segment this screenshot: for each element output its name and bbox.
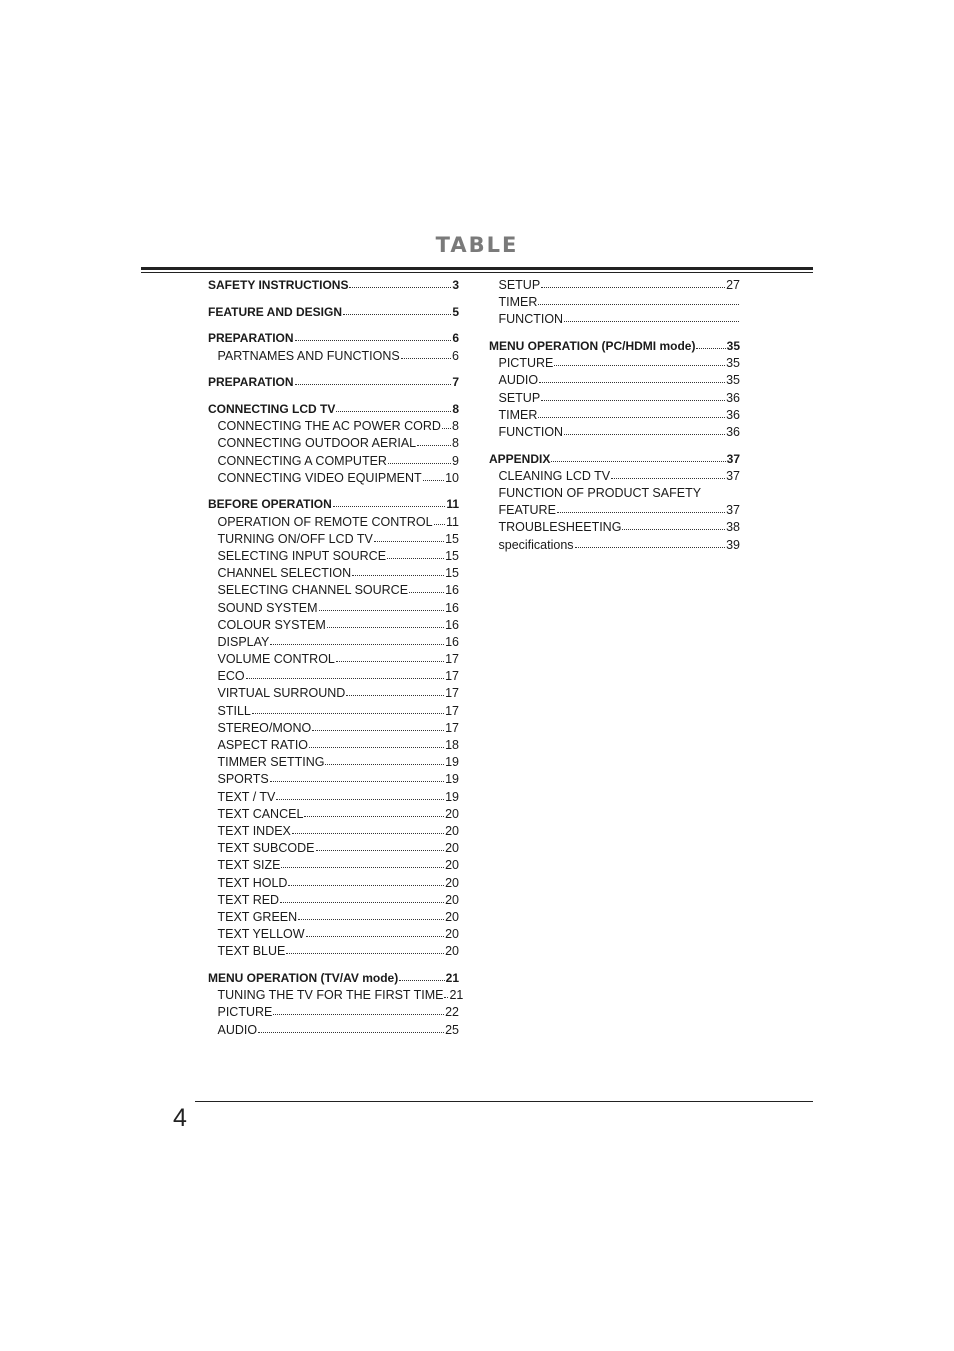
dot-leader bbox=[270, 780, 444, 782]
toc-entry[interactable] bbox=[208, 548, 459, 565]
toc-entry-label: TEXT RED bbox=[217, 892, 280, 907]
toc-entry-page: 11 bbox=[446, 514, 459, 529]
toc-entry-page: 20 bbox=[445, 823, 459, 838]
toc-entry-page: 17 bbox=[445, 686, 459, 701]
toc-entry-page: 18 bbox=[445, 738, 459, 752]
toc-entry-page: 20 bbox=[445, 806, 459, 821]
toc-entry-label: specifications bbox=[498, 537, 574, 552]
toc-entry-label: TIMMER SETTING bbox=[217, 755, 325, 770]
dot-leader bbox=[696, 347, 725, 349]
toc-entry-label: CONNECTING THE AC POWER CORD bbox=[217, 419, 441, 434]
toc-entry-label: FUNCTION bbox=[498, 425, 564, 439]
dot-leader bbox=[374, 540, 444, 542]
toc-section-entry[interactable] bbox=[489, 451, 740, 468]
toc-entry-label: FEATURE bbox=[498, 503, 556, 518]
page-number: 4 bbox=[173, 1104, 187, 1132]
toc-entry-page: 6 bbox=[452, 348, 459, 363]
toc-entry[interactable] bbox=[208, 453, 459, 470]
toc-entry-page: 17 bbox=[445, 703, 459, 718]
toc-entry-page: 20 bbox=[445, 841, 459, 856]
toc-entry[interactable] bbox=[489, 502, 740, 519]
toc-section-entry[interactable] bbox=[208, 374, 459, 391]
dot-leader bbox=[349, 286, 451, 288]
toc-entry[interactable] bbox=[208, 617, 459, 634]
toc-entry[interactable] bbox=[208, 943, 459, 960]
toc-entry[interactable] bbox=[208, 600, 459, 617]
toc-entry-page: 35 bbox=[726, 356, 740, 371]
toc-entry-label: CHANNEL SELECTION bbox=[217, 566, 352, 581]
dot-leader bbox=[423, 479, 444, 481]
toc-entry-page: 7 bbox=[452, 375, 459, 390]
toc-entry-label: FEATURE AND DESIGN bbox=[208, 304, 343, 319]
toc-entry-page: 16 bbox=[445, 634, 459, 649]
toc-entry-label: PICTURE bbox=[498, 356, 554, 371]
toc-entry-page: 11 bbox=[446, 497, 459, 512]
toc-entry-page: 19 bbox=[445, 755, 459, 770]
toc-entry[interactable] bbox=[489, 468, 740, 485]
toc-section-entry[interactable] bbox=[208, 496, 459, 513]
toc-entry-page: 39 bbox=[726, 537, 740, 552]
toc-entry[interactable] bbox=[208, 1022, 459, 1039]
toc-entry-label: STEREO/MONO bbox=[217, 720, 312, 735]
toc-entry-page: 20 bbox=[445, 858, 459, 873]
dot-leader bbox=[434, 523, 445, 525]
toc-entry-label: TEXT GREEN bbox=[217, 909, 298, 924]
toc-entry-label: VIRTUAL SURROUND bbox=[217, 686, 346, 701]
toc-entry[interactable] bbox=[489, 372, 740, 389]
dot-leader bbox=[387, 557, 444, 559]
toc-entry[interactable] bbox=[208, 789, 459, 806]
toc-entry-label: TEXT BLUE bbox=[217, 944, 286, 959]
toc-entry-label: SAFETY INSTRUCTIONS bbox=[208, 278, 349, 292]
header-rule-thick bbox=[141, 267, 813, 270]
toc-entry-label: PARTNAMES AND FUNCTIONS bbox=[217, 348, 400, 363]
toc-entry-page: 8 bbox=[452, 401, 459, 416]
dot-leader bbox=[281, 866, 444, 868]
toc-entry[interactable] bbox=[208, 651, 459, 668]
toc-entry-label: CLEANING LCD TV bbox=[498, 468, 611, 483]
toc-entry[interactable] bbox=[208, 737, 459, 754]
toc-entry-page: 37 bbox=[726, 503, 740, 518]
toc-entry[interactable] bbox=[208, 1004, 459, 1021]
toc-entry-label: AUDIO bbox=[217, 1022, 258, 1037]
dot-leader bbox=[316, 849, 445, 851]
page-title: TABLE bbox=[435, 233, 519, 257]
toc-entry-label: TEXT SIZE bbox=[217, 858, 281, 873]
dot-leader bbox=[258, 1031, 444, 1033]
toc-entry-page: 20 bbox=[445, 875, 459, 890]
toc-entry[interactable] bbox=[208, 840, 459, 857]
toc-entry-page: 17 bbox=[445, 669, 459, 684]
dot-leader bbox=[442, 427, 451, 429]
dot-leader bbox=[399, 979, 444, 981]
toc-entry[interactable] bbox=[208, 514, 459, 531]
toc-section-entry[interactable] bbox=[208, 401, 459, 418]
toc-entry[interactable] bbox=[489, 485, 740, 502]
dot-leader bbox=[352, 574, 444, 576]
toc-entry-page: 16 bbox=[445, 583, 459, 598]
toc-entry-page: 38 bbox=[726, 520, 740, 535]
toc-entry[interactable] bbox=[489, 407, 740, 424]
toc-entry-label: SELECTING INPUT SOURCE bbox=[217, 548, 387, 563]
toc-entry[interactable] bbox=[208, 418, 459, 435]
toc-entry-page: 35 bbox=[726, 339, 740, 354]
toc-entry[interactable] bbox=[489, 277, 740, 294]
toc-entry[interactable] bbox=[208, 926, 459, 943]
dot-leader bbox=[554, 364, 725, 366]
toc-section-entry[interactable] bbox=[208, 277, 459, 294]
toc-entry-label: TEXT HOLD bbox=[217, 875, 288, 890]
toc-entry-page: 19 bbox=[445, 789, 459, 804]
toc-entry-label: OPERATION OF REMOTE CONTROL bbox=[217, 514, 433, 529]
toc-entry[interactable] bbox=[489, 519, 740, 536]
toc-entry-label: TEXT SUBCODE bbox=[217, 841, 315, 856]
dot-leader bbox=[333, 505, 446, 507]
toc-entry-page: 37 bbox=[726, 451, 740, 466]
toc-entry-page: 25 bbox=[445, 1022, 459, 1037]
toc-entry[interactable] bbox=[208, 875, 459, 892]
toc-entry[interactable] bbox=[208, 348, 459, 365]
dot-leader bbox=[401, 357, 451, 359]
toc-entry[interactable] bbox=[489, 390, 740, 407]
toc-entry-page: 16 bbox=[445, 617, 459, 632]
toc-entry-page: 21 bbox=[449, 988, 464, 1003]
toc-entry-label: SETUP bbox=[498, 390, 541, 405]
toc-column-right bbox=[489, 277, 740, 554]
toc-entry-label: COLOUR SYSTEM bbox=[217, 617, 326, 632]
dot-leader bbox=[312, 729, 444, 731]
dot-leader bbox=[538, 303, 739, 305]
toc-entry-page: 15 bbox=[445, 531, 459, 546]
toc-entry[interactable] bbox=[489, 424, 740, 441]
toc-entry-label: APPENDIX bbox=[489, 451, 551, 466]
toc-entry[interactable] bbox=[208, 892, 459, 909]
toc-entry-label: CONNECTING OUTDOOR AERIAL bbox=[217, 436, 417, 451]
toc-entry-page: 36 bbox=[726, 390, 740, 405]
toc-entry-page: 5 bbox=[452, 304, 459, 319]
toc-entry-page: 15 bbox=[445, 548, 459, 563]
toc-entry-page: 21 bbox=[445, 970, 459, 985]
dot-leader bbox=[295, 383, 452, 385]
dot-leader bbox=[575, 546, 726, 548]
toc-entry-label: SETUP bbox=[498, 278, 541, 292]
toc-section-entry[interactable] bbox=[208, 304, 459, 321]
toc-entry-label: TIMER bbox=[498, 295, 538, 310]
toc-entry-page: 9 bbox=[452, 453, 459, 468]
toc-entry-page: 27 bbox=[726, 278, 740, 292]
footer-rule bbox=[195, 1101, 813, 1102]
toc-entry[interactable] bbox=[208, 771, 459, 788]
toc-entry-label: CONNECTING VIDEO EQUIPMENT bbox=[217, 470, 422, 485]
toc-entry[interactable] bbox=[208, 720, 459, 737]
toc-section-entry[interactable] bbox=[208, 330, 459, 347]
toc-entry-label: BEFORE OPERATION bbox=[208, 497, 332, 512]
header-rule-thin bbox=[141, 272, 813, 273]
dot-leader bbox=[288, 884, 444, 886]
dot-leader bbox=[270, 643, 444, 645]
dot-leader bbox=[611, 477, 725, 479]
toc-entry[interactable] bbox=[208, 987, 464, 1004]
dot-leader bbox=[343, 313, 451, 315]
dot-leader bbox=[336, 660, 444, 662]
toc-entry-page: 10 bbox=[445, 470, 459, 485]
dot-leader bbox=[336, 410, 451, 412]
toc-entry-label: TEXT INDEX bbox=[217, 823, 291, 838]
toc-entry[interactable] bbox=[489, 355, 740, 372]
toc-entry-page: 16 bbox=[445, 600, 459, 615]
toc-entry-label: TEXT YELLOW bbox=[217, 927, 305, 942]
toc-entry-label: FUNCTION OF PRODUCT SAFETY bbox=[498, 486, 702, 501]
toc-entry-label: PREPARATION bbox=[208, 331, 294, 346]
dot-leader bbox=[622, 528, 725, 530]
toc-entry-label: DISPLAY bbox=[217, 634, 270, 649]
toc-entry-page: 3 bbox=[452, 278, 459, 292]
dot-leader bbox=[298, 918, 444, 920]
dot-leader bbox=[564, 320, 739, 322]
dot-leader bbox=[346, 694, 444, 696]
dot-leader bbox=[325, 763, 444, 765]
toc-entry-page: 20 bbox=[445, 892, 459, 907]
dot-leader bbox=[273, 1013, 444, 1015]
dot-leader bbox=[252, 712, 444, 714]
toc-entry-label: TIMER bbox=[498, 407, 538, 422]
toc-entry-page: 17 bbox=[445, 652, 459, 667]
dot-leader bbox=[246, 677, 445, 679]
toc-entry-label: ASPECT RATIO bbox=[217, 738, 309, 752]
toc-entry-label: TUNING THE TV FOR THE FIRST TIME bbox=[217, 988, 444, 1003]
toc-entry-label: TURNING ON/OFF LCD TV bbox=[217, 531, 373, 546]
toc-entry[interactable] bbox=[208, 435, 459, 452]
dot-leader bbox=[539, 381, 725, 383]
dot-leader bbox=[306, 935, 445, 937]
dot-leader bbox=[541, 286, 725, 288]
toc-entry-label: STILL bbox=[217, 703, 251, 718]
toc-entry-label: ECO bbox=[217, 669, 245, 684]
toc-entry-label: CONNECTING LCD TV bbox=[208, 401, 336, 416]
dot-leader bbox=[295, 339, 452, 341]
dot-leader bbox=[557, 511, 725, 513]
toc-entry[interactable] bbox=[208, 470, 459, 487]
dot-leader bbox=[286, 952, 444, 954]
toc-entry-page: 15 bbox=[445, 566, 459, 581]
toc-entry-label: MENU OPERATION (TV/AV mode) bbox=[208, 970, 399, 985]
dot-leader bbox=[388, 462, 451, 464]
toc-entry-page: 20 bbox=[445, 944, 459, 959]
dot-leader bbox=[319, 609, 445, 611]
dot-leader bbox=[309, 746, 444, 748]
toc-entry-label: SOUND SYSTEM bbox=[217, 600, 318, 615]
dot-leader bbox=[292, 832, 444, 834]
toc-entry[interactable] bbox=[489, 294, 740, 311]
toc-entry[interactable] bbox=[208, 703, 459, 720]
toc-entry[interactable] bbox=[208, 565, 459, 582]
toc-entry[interactable] bbox=[208, 823, 459, 840]
toc-entry[interactable] bbox=[208, 909, 459, 926]
toc-entry[interactable] bbox=[208, 685, 459, 702]
toc-entry-label: SELECTING CHANNEL SOURCE bbox=[217, 583, 409, 598]
toc-entry[interactable] bbox=[208, 754, 459, 771]
toc-entry-page: 37 bbox=[726, 468, 740, 483]
toc-entry-page: 17 bbox=[445, 720, 459, 735]
toc-entry-page: 20 bbox=[445, 927, 459, 942]
dot-leader bbox=[417, 444, 451, 446]
toc-entry-label: CONNECTING A COMPUTER bbox=[217, 453, 387, 468]
toc-entry-label: AUDIO bbox=[498, 373, 539, 388]
toc-entry-label: TROUBLESHEETING bbox=[498, 520, 622, 535]
toc-section-entry[interactable] bbox=[489, 338, 740, 355]
toc-entry-page: 35 bbox=[726, 373, 740, 388]
toc-entry-page: 22 bbox=[445, 1005, 459, 1020]
toc-section-entry[interactable] bbox=[208, 970, 459, 987]
dot-leader bbox=[564, 433, 725, 435]
toc-entry[interactable] bbox=[208, 582, 459, 599]
toc-entry-page: 6 bbox=[452, 331, 459, 346]
toc-entry[interactable] bbox=[489, 537, 740, 554]
toc-entry-label: VOLUME CONTROL bbox=[217, 652, 335, 667]
toc-entry-label: FUNCTION bbox=[498, 312, 564, 327]
toc-entry-page: 8 bbox=[452, 436, 459, 451]
toc-entry-label: TEXT / TV bbox=[217, 789, 276, 804]
toc-entry[interactable] bbox=[208, 668, 459, 685]
dot-leader bbox=[538, 416, 725, 418]
toc-column-left bbox=[208, 277, 464, 1039]
toc-entry-page: 8 bbox=[452, 419, 459, 434]
toc-entry-label: TEXT CANCEL bbox=[217, 806, 304, 821]
dot-leader bbox=[304, 815, 444, 817]
toc-entry-label: SPORTS bbox=[217, 772, 269, 787]
toc-entry-page: 20 bbox=[445, 909, 459, 924]
dot-leader bbox=[551, 460, 725, 462]
dot-leader bbox=[276, 798, 444, 800]
toc-entry-page: 36 bbox=[726, 425, 740, 439]
toc-entry-label: MENU OPERATION (PC/HDMI mode) bbox=[489, 339, 696, 354]
dot-leader bbox=[444, 996, 448, 998]
toc-entry-page: 19 bbox=[445, 772, 459, 787]
toc-entry[interactable] bbox=[208, 634, 459, 651]
dot-leader bbox=[327, 626, 444, 628]
toc-entry-page: 36 bbox=[726, 407, 740, 422]
dot-leader bbox=[541, 399, 725, 401]
dot-leader bbox=[409, 591, 444, 593]
toc-entry-label: PREPARATION bbox=[208, 375, 294, 390]
dot-leader bbox=[280, 901, 444, 903]
toc-entry-label: PICTURE bbox=[217, 1005, 273, 1020]
toc-entry[interactable] bbox=[208, 531, 459, 548]
toc-entry[interactable] bbox=[208, 806, 459, 823]
toc-entry[interactable] bbox=[489, 311, 740, 328]
toc-entry[interactable] bbox=[208, 857, 459, 874]
